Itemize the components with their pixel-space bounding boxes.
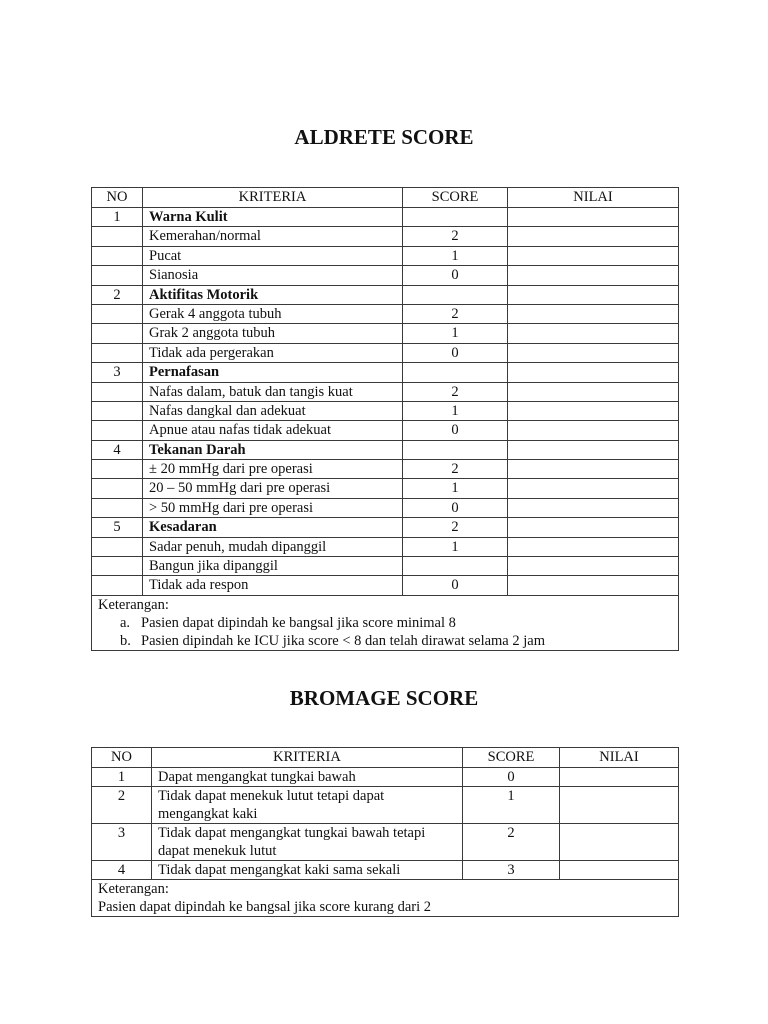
criterion-item: Nafas dangkal dan adekuat: [143, 401, 403, 420]
row-score: 0: [403, 421, 508, 440]
aldrete-header-row: [92, 188, 679, 208]
row-no: [92, 479, 143, 498]
header-no: NO: [92, 188, 143, 208]
row-score: 2: [403, 227, 508, 246]
criterion-name: Tekanan Darah: [143, 440, 403, 459]
criterion-name: Aktifitas Motorik: [143, 285, 403, 304]
bromage-note: [92, 880, 679, 917]
criterion-item: Gerak 4 anggota tubuh: [143, 304, 403, 323]
row-score: 2: [403, 460, 508, 479]
criterion-name: Warna Kulit: [143, 208, 403, 227]
note-text: Pasien dipindah ke ICU jika score < 8 dan telah dirawat selama 2 jam: [141, 632, 545, 649]
table-row: [92, 401, 679, 420]
header-nilai: NILAI: [508, 188, 679, 208]
row-no: [92, 401, 143, 420]
aldrete-note-item: [98, 614, 672, 632]
row-score: [403, 208, 508, 227]
criterion-item: 20 – 50 mmHg dari pre operasi: [143, 479, 403, 498]
row-score: 2: [403, 518, 508, 537]
criterion-group-row: [92, 208, 679, 227]
criterion-item: Dapat mengangkat tungkai bawah: [152, 768, 463, 787]
note-marker: b.: [120, 632, 131, 649]
criterion-group-row: [92, 440, 679, 459]
criterion-item: Tidak dapat mengangkat kaki sama sekali: [152, 861, 463, 880]
row-score: 1: [463, 787, 560, 824]
criterion-group-row: [92, 285, 679, 304]
criterion-item: Sianosia: [143, 266, 403, 285]
row-nilai: [560, 861, 679, 880]
row-nilai: [508, 304, 679, 323]
row-nilai: [560, 768, 679, 787]
row-nilai: [508, 498, 679, 517]
row-nilai: [508, 557, 679, 576]
row-no: 3: [92, 363, 143, 382]
criterion-group-row: [92, 363, 679, 382]
criterion-name: Kesadaran: [143, 518, 403, 537]
row-score: 1: [403, 246, 508, 265]
criterion-name: Pernafasan: [143, 363, 403, 382]
row-score: 0: [403, 266, 508, 285]
row-nilai: [508, 246, 679, 265]
table-row: [92, 787, 679, 824]
bromage-title: BROMAGE SCORE: [289, 686, 479, 710]
row-score: [403, 285, 508, 304]
header-nilai: NILAI: [560, 748, 679, 768]
header-score: SCORE: [463, 748, 560, 768]
criterion-item: Kemerahan/normal: [143, 227, 403, 246]
row-nilai: [508, 537, 679, 556]
row-nilai: [560, 787, 679, 824]
bromage-note-heading: Keterangan:: [98, 881, 169, 897]
table-row: [92, 227, 679, 246]
row-no: [92, 324, 143, 343]
row-score: 1: [403, 537, 508, 556]
criterion-item: Tidak ada respon: [143, 576, 403, 595]
aldrete-note: [92, 595, 679, 650]
row-no: [92, 343, 143, 362]
criterion-item: Apnue atau nafas tidak adekuat: [143, 421, 403, 440]
row-nilai: [508, 266, 679, 285]
row-nilai: [560, 824, 679, 861]
aldrete-note-row: [92, 595, 679, 650]
criterion-item: Tidak dapat menekuk lutut tetapi dapat mengangkat kaki: [152, 787, 463, 824]
bromage-note-text: Pasien dapat dipindah ke bangsal jika score kurang dari 2: [98, 899, 431, 915]
row-nilai: [508, 227, 679, 246]
row-score: 2: [403, 382, 508, 401]
row-score: [403, 363, 508, 382]
table-row: [92, 382, 679, 401]
table-row: [92, 324, 679, 343]
row-no: [92, 537, 143, 556]
criterion-group-row: [92, 518, 679, 537]
table-row: [92, 304, 679, 323]
row-nilai: [508, 363, 679, 382]
row-nilai: [508, 208, 679, 227]
row-nilai: [508, 440, 679, 459]
row-no: 5: [92, 518, 143, 537]
row-no: [92, 304, 143, 323]
row-nilai: [508, 518, 679, 537]
criterion-item: Bangun jika dipanggil: [143, 557, 403, 576]
row-score: 2: [403, 304, 508, 323]
aldrete-note-heading: Keterangan:: [98, 596, 169, 613]
row-score: [403, 440, 508, 459]
row-no: 1: [92, 208, 143, 227]
row-score: 1: [403, 401, 508, 420]
criterion-item: > 50 mmHg dari pre operasi: [143, 498, 403, 517]
row-score: 0: [403, 343, 508, 362]
criterion-item: Tidak ada pergerakan: [143, 343, 403, 362]
row-nilai: [508, 343, 679, 362]
note-text: Pasien dapat dipindah ke bangsal jika score minimal 8: [141, 614, 456, 631]
row-no: [92, 246, 143, 265]
table-row: [92, 421, 679, 440]
table-row: [92, 768, 679, 787]
row-no: [92, 557, 143, 576]
table-row: [92, 266, 679, 285]
row-no: 4: [92, 440, 143, 459]
row-no: [92, 382, 143, 401]
row-no: 2: [92, 285, 143, 304]
row-score: 3: [463, 861, 560, 880]
row-nilai: [508, 285, 679, 304]
table-row: [92, 479, 679, 498]
table-row: [92, 576, 679, 595]
header-kriteria: KRITERIA: [143, 188, 403, 208]
table-row: [92, 460, 679, 479]
row-nilai: [508, 460, 679, 479]
row-nilai: [508, 382, 679, 401]
criterion-item: Tidak dapat mengangkat tungkai bawah tetapi dapat menekuk lutut: [152, 824, 463, 861]
row-nilai: [508, 421, 679, 440]
row-score: 1: [403, 324, 508, 343]
header-no: NO: [92, 748, 152, 768]
row-nilai: [508, 479, 679, 498]
table-row: [92, 537, 679, 556]
header-score: SCORE: [403, 188, 508, 208]
row-no: [92, 227, 143, 246]
row-score: 2: [463, 824, 560, 861]
row-score: 0: [463, 768, 560, 787]
row-no: [92, 576, 143, 595]
row-nilai: [508, 576, 679, 595]
row-no: 1: [92, 768, 152, 787]
header-kriteria: KRITERIA: [152, 748, 463, 768]
table-row: [92, 343, 679, 362]
table-row: [92, 861, 679, 880]
row-no: [92, 460, 143, 479]
criterion-item: ± 20 mmHg dari pre operasi: [143, 460, 403, 479]
row-no: 3: [92, 824, 152, 861]
row-no: [92, 421, 143, 440]
criterion-item: Nafas dalam, batuk dan tangis kuat: [143, 382, 403, 401]
criterion-item: Grak 2 anggota tubuh: [143, 324, 403, 343]
row-score: [403, 557, 508, 576]
criterion-item: Sadar penuh, mudah dipanggil: [143, 537, 403, 556]
bromage-note-row: [92, 880, 679, 917]
aldrete-title: ALDRETE SCORE: [294, 125, 474, 149]
row-score: 0: [403, 576, 508, 595]
criterion-item: Pucat: [143, 246, 403, 265]
row-nilai: [508, 324, 679, 343]
table-row: [92, 246, 679, 265]
row-no: [92, 266, 143, 285]
table-row: [92, 824, 679, 861]
bromage-header-row: [92, 748, 679, 768]
table-row: [92, 498, 679, 517]
table-row: [92, 557, 679, 576]
row-score: 0: [403, 498, 508, 517]
bromage-table: [91, 747, 679, 917]
row-score: 1: [403, 479, 508, 498]
row-nilai: [508, 401, 679, 420]
row-no: 2: [92, 787, 152, 824]
note-marker: a.: [120, 614, 131, 631]
row-no: [92, 498, 143, 517]
aldrete-note-item: [98, 632, 672, 650]
aldrete-table: [91, 187, 679, 651]
row-no: 4: [92, 861, 152, 880]
